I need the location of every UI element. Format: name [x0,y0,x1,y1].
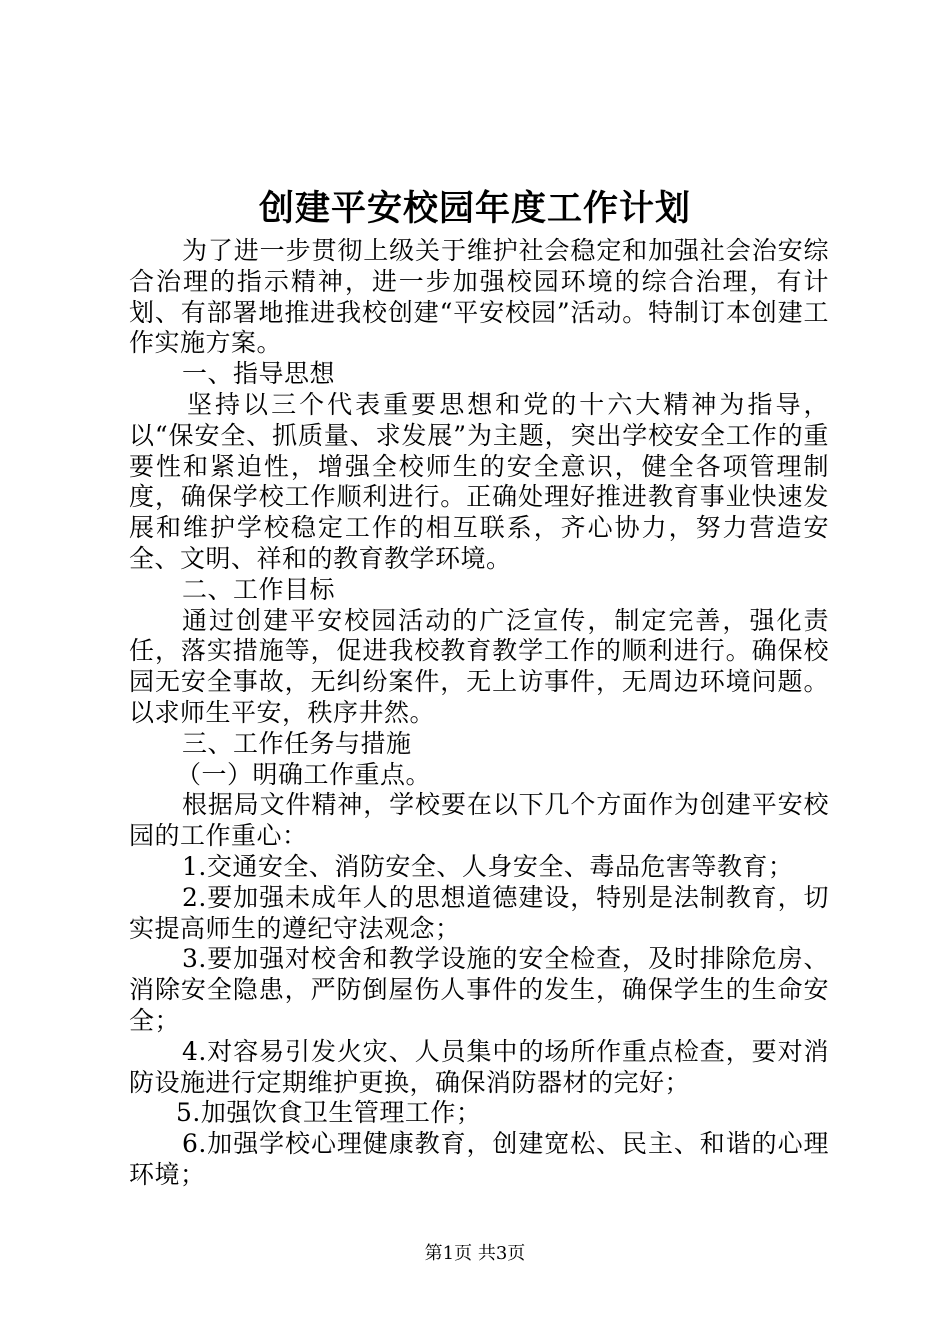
section-heading-work-goals: 二、工作目标 [182,574,336,604]
page-footer: 第1页 共3页 [424,1243,526,1264]
document-title: 创建平安校园年度工作计划 [258,188,691,229]
list-item-2: 2.要加强未成年人的思想道德建设，特别是法制教育，切实提高师生的遵纪守法观念； [129,882,829,943]
section-heading-tasks-measures: 三、工作任务与措施 [182,728,412,758]
list-item-4: 4.对容易引发火灾、人员集中的场所作重点检查，要对消防设施进行定期维护更换，确保消防器材的完好； [129,1036,829,1097]
list-item-3: 3.要加强对校舍和教学设施的安全检查，及时排除危房、消除安全隐患，严防倒屋伤人事件的发生，确保学生的生命安全； [129,944,829,1035]
list-item-6: 6.加强学校心理健康教育，创建宽松、民主、和谐的心理环境； [129,1129,829,1189]
section-heading-guiding-ideology: 一、指导思想 [182,359,336,389]
intro-paragraph: 为了进一步贯彻上级关于维护社会稳定和加强社会治安综合治理的指示精神，进一步加强校园环境的综合治理，有计划、有部署地推进我校创建“平安校园”活动。特制订本创建工作实施方案。 [129,236,829,358]
subsection-heading-key-points: （一）明确工作重点。 [176,759,432,789]
list-item-5: 5.加强饮食卫生管理工作； [176,1098,482,1128]
guiding-ideology-paragraph: 坚持以三个代表重要思想和党的十六大精神为指导，以“保安全、抓质量、求发展”为主题，突出学校安全工作的重要性和紧迫性，增强全校师生的安全意识，健全各项管理制度，确保学校工作顺利进行。正确处理好推进教育事业快速发展和维护学校稳定工作的相互联系，齐心协力，努力营造安全、文明、祥和的教育教学环境。 [129,389,829,573]
document-body [129,236,829,1191]
work-goals-paragraph: 通过创建平安校园活动的广泛宣传，制定完善，强化责任，落实措施等，促进我校教育教学工作的顺利进行。确保校园无安全事故，无纠纷案件，无上访事件，无周边环境问题。以求师生平安，秩序井然。 [129,605,829,727]
key-points-intro-paragraph: 根据局文件精神，学校要在以下几个方面作为创建平安校园的工作重心： [129,790,829,851]
list-item-1: 1.交通安全、消防安全、人身安全、毒品危害等教育； [182,851,794,881]
